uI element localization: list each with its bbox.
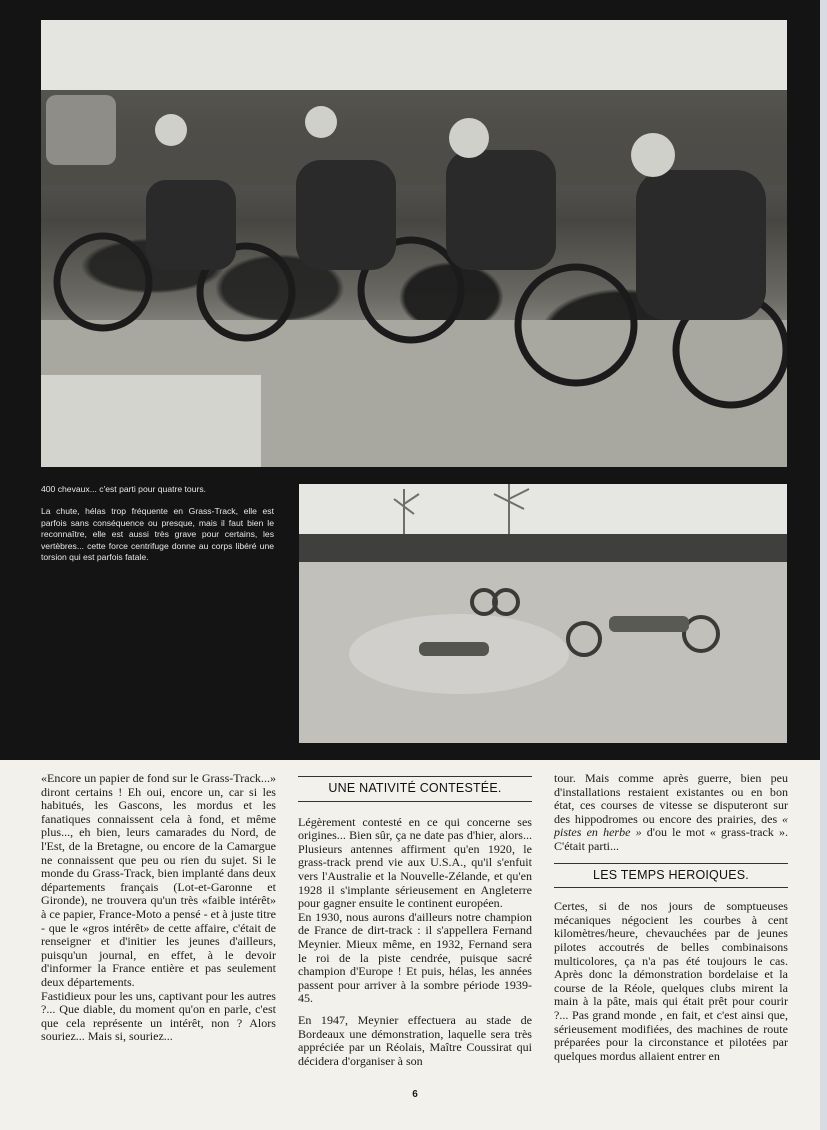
nativite-paragraph-1: Légèrement contesté en ce qui concerne ses origines... Bien sûr, ça ne date pas d'hier, alors... Plusieurs antennes affirment qu'en 1920, le grass-track prend vie aux U.S.A., qu'il s'enfuit vers l'Australie et la Nouvelle-Zélande, et qu'en 1928 il s'implante sérieusement en Angleterre pour gagner ensuite le continent européen.	[298, 814, 532, 911]
article-column-2	[298, 772, 532, 1068]
continuation-paragraph	[554, 772, 788, 854]
photo-caption-start: 400 chevaux... c'est parti pour quatre tours.	[41, 484, 207, 494]
temps-heroiques-paragraph: Certes, si de nos jours de somptueuses mécaniques négocient les courbes à cent kilomètres/heure, chevauchées par de jeunes pilotes accoutrés de belles combinaisons multicolores, ça n'a pas été toujours le cas. Après donc la démonstration bordelaise et la course de la Réole, quelques clubs mirent la main à la pâte, mais qui était prêt pour courir ?... Pas grand monde , en fait, et c'est ainsi que, sérieusement modifiées, des machines de route préparées pour la circonstance et pilotées par quelques mordus allaient entrer en	[554, 899, 788, 1063]
photo-caption-crash: La chute, hélas trop fréquente en Grass-Track, elle est parfois sans conséquence ou presque, mais il faut bien le reconnaître, elle est aussi très grave pour certains, les vertèbres... cette force centrifuge donne au corps libéré une torsion qui est parfois fatale.	[41, 506, 274, 562]
crash-illustration	[299, 484, 787, 743]
pistes-en-herbe-emphasis: « pistes en herbe »	[554, 811, 788, 840]
grass-track-start-photo	[41, 20, 787, 467]
section-heading-nativite: UNE NATIVITÉ CONTESTÉE.	[298, 776, 532, 802]
continuation-text-end: d'ou le mot « grass-track ». C'était parti...	[554, 825, 788, 853]
article-column-3	[554, 772, 788, 1063]
intro-paragraph: «Encore un papier de fond sur le Grass-Track...» diront certains ! Eh oui, encore un, car si les habitués, les Gascons, les mordus et les fanatiques connaissent cela à fond, et même plus..., eh bien, leurs camarades du Nord, de l'Est, de la Bretagne, ou encore de la Camargue ne connaissent que peu ou rien du sujet. Si le monde du Grass-Track, bien implanté dans deux départements français (Lot-et-Garonne et Gironde), ne trouvera qu'un très «faible intérêt» à ce papier, France-Moto a pensé - et à juste titre - que le «gros intérêt» de cette affaire, c'était de renseigner et d'initier les jeunes d'ailleurs, puisqu'un journal, en effet, à le devoir d'informer la France entière et pas seulement deux départements.	[41, 771, 276, 989]
scan-edge	[820, 0, 827, 1130]
intro-paragraph-2: Fastidieux pour les uns, captivant pour les autres ?... Que diable, du moment qu'on en parle, c'est que cela représente un intérêt, non ? Alors souriez... Mais si, souriez...	[41, 988, 276, 1044]
continuation-text-start: tour. Mais comme après guerre, bien peu d'installations restaient existantes ou en bon état, ces courses de vitesse se disputeront sur des hippodromes ou encore des prairies, des	[554, 771, 788, 826]
nativite-paragraph-3: En 1947, Meynier effectuera au stade de Bordeaux une démonstration, laquelle sera très appréciée par un Réolais, Maître Coussirat qui décidera d'organiser à son	[298, 1012, 532, 1068]
article-column-1	[41, 772, 276, 1044]
page-number: 6	[412, 1089, 418, 1100]
grass-track-crash-photo	[299, 484, 787, 743]
section-heading-temps-heroiques: LES TEMPS HEROIQUES.	[554, 863, 788, 889]
nativite-paragraph-2: En 1930, nous aurons d'ailleurs notre champion de France de dirt-track : il s'appellera Fernand Meynier. Mieux même, en 1932, Fernand sera le roi de la piste cendrée, puisque sacré champion d'Europe ! Et puis, hélas, les années passent pour arriver à la sombre période 1939-45.	[298, 909, 532, 1006]
race-start-illustration	[41, 20, 787, 467]
